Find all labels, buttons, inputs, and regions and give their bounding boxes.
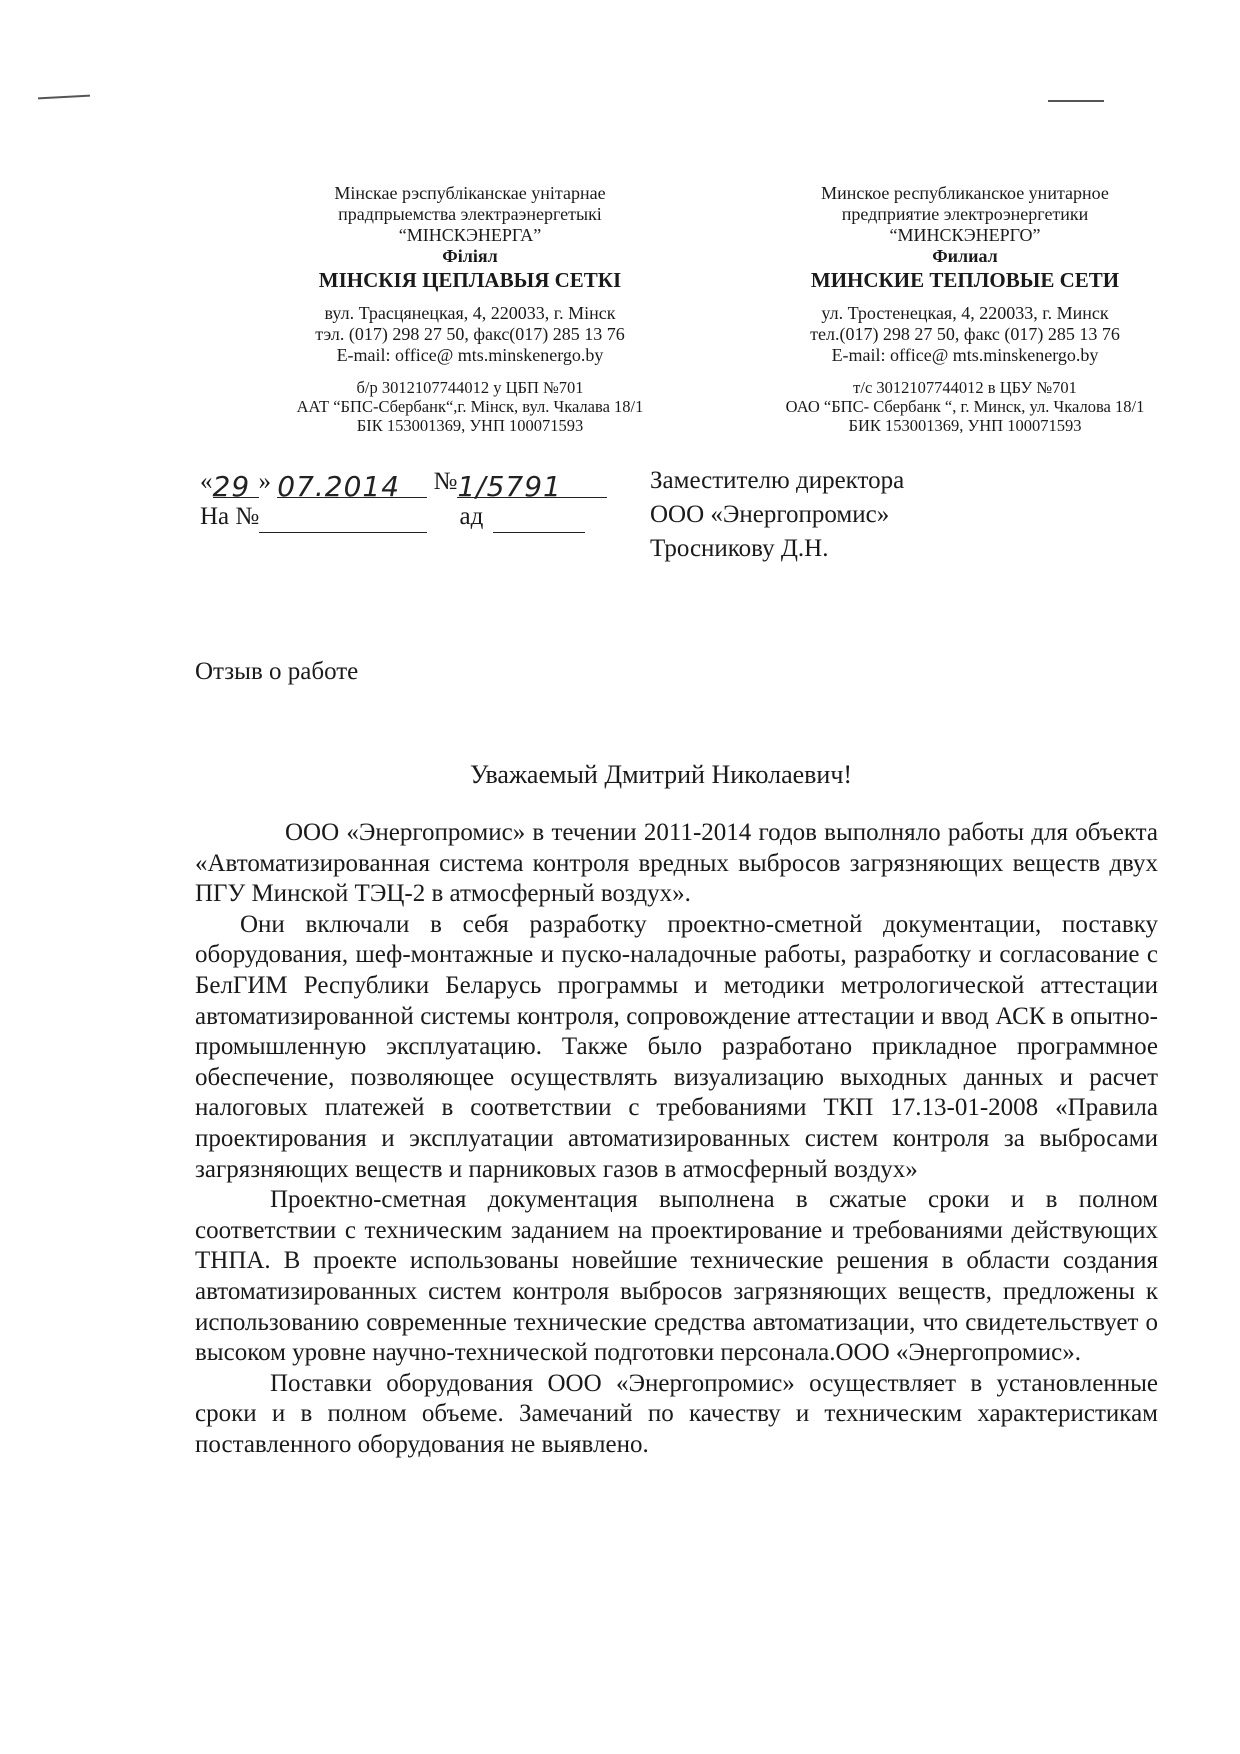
bank-account: т/с 3012107744012 в ЦБУ №701 <box>853 378 1077 397</box>
date-month-year: 07.2014 <box>277 470 401 503</box>
org-type-line-2: прадпрыемства электраэнергетыкі <box>338 204 602 224</box>
org-type-line-1: Минское республиканское унитарное <box>821 183 1109 203</box>
reference-line <box>200 501 585 533</box>
bank-name: ОАО “БПС- Сбербанк “, г. Минск, ул. Чкалова 18/1 <box>785 397 1145 416</box>
phone-fax: тел.(017) 298 27 50, факс (017) 285 13 76 <box>810 324 1120 344</box>
greeting: Уважаемый Дмитрий Николаевич! <box>470 760 853 789</box>
org-name: “МІНСКЭНЕРГА” <box>398 225 542 245</box>
registration-line <box>200 466 607 503</box>
date-month-year-field <box>277 470 427 503</box>
subject: Отзыв о работе <box>195 658 359 685</box>
letterhead-belarusian <box>230 183 710 435</box>
letter-body <box>195 818 1158 1460</box>
branch-name: МІНСКІЯ ЦЕПЛАВЫЯ СЕТКІ <box>318 268 622 292</box>
reference-date-blank <box>493 506 585 533</box>
paragraph-1: ООО «Энергопромис» в течении 2011-2014 годов выполняло работы для объекта «Автоматизированная система контроля вредных выбросов загрязняющих веществ двух ПГУ Минской ТЭЦ-2 в атмосферный воздух». <box>195 819 1158 908</box>
reference-label: На № <box>200 503 260 530</box>
reference-number-blank <box>259 506 427 533</box>
paragraph-2: Они включали в себя разработку проектно-сметной документации, поставку оборудования, шеф-монтажные и пуско-наладочные работы, разработку и согласование с БелГИМ Республики Беларусь программы и методики метрологической аттестации автоматизированной системы контроля, сопровождение аттестации и ввод АСК в опытно-промышленную эксплуатацию. Также было разработано прикладное программное обеспечение, позволяющее осуществлять визуализацию выходных данных и расчет налоговых платежей в соответствии с требованиями ТКП 17.13-01-2008 «Правила проектирования и эксплуатации автоматизированных систем контроля за выбросами загрязняющих веществ и парниковых газов в атмосферный воздух» <box>195 910 1158 1183</box>
date-close-quote: » <box>258 468 271 495</box>
email: E-mail: office@ mts.minskenergo.by <box>831 345 1099 365</box>
branch-label: Філіял <box>442 246 498 266</box>
bank-account: б/р 3012107744012 у ЦБП №701 <box>356 378 584 397</box>
org-type-line-1: Мінскае рэспубліканскае унітарнае <box>334 183 606 203</box>
scan-mark-top-right <box>1048 100 1104 102</box>
addressee-company: ООО «Энергопромис» <box>650 501 890 528</box>
bank-codes: БІК 153001369, УНП 100071593 <box>356 416 584 435</box>
address: ул. Тростенецкая, 4, 220033, г. Минск <box>821 303 1109 323</box>
org-name: “МИНСКЭНЕРГО” <box>889 225 1041 245</box>
reg-number-field <box>457 470 607 503</box>
letterhead-russian <box>730 183 1200 435</box>
addressee <box>650 464 904 566</box>
addressee-name: Тросникову Д.Н. <box>650 535 829 562</box>
bank-name: ААТ “БПС-Сбербанк“,г. Мінск, вул. Чкалава 18/1 <box>296 397 644 416</box>
number-label: № <box>433 468 458 495</box>
branch-label: Филиал <box>932 246 998 266</box>
date-open-quote: « <box>200 468 213 495</box>
paragraph-3: Проектно-сметная документация выполнена в сжатые сроки и в полном соответствии с техническим заданием на проектирование и требованиями действующих ТНПА. В проекте использованы новейшие технические решения в области создания автоматизированных систем контроля выбросов загрязняющих веществ, предложены к использованию современные технические средства автоматизации, что свидетельствует о высоком уровне научно-технической подготовки персонала.ООО «Энергопромис». <box>195 1186 1158 1367</box>
addressee-position: Заместителю директора <box>650 467 905 494</box>
branch-name: МИНСКИЕ ТЕПЛОВЫЕ СЕТИ <box>810 268 1120 292</box>
reference-from-label: ад <box>459 503 484 530</box>
reg-number: 1/5791 <box>457 470 562 503</box>
scan-mark-top-left <box>38 95 90 100</box>
phone-fax: тэл. (017) 298 27 50, факс(017) 285 13 76 <box>315 324 625 344</box>
org-type-line-2: предприятие электроэнергетики <box>841 204 1089 224</box>
address: вул. Трасцянецкая, 4, 220033, г. Мінск <box>324 303 616 323</box>
date-day: 29 <box>212 470 251 503</box>
paragraph-4: Поставки оборудования ООО «Энергопромис» осуществляет в установленные сроки и в полном объеме. Замечаний по качеству и техническим характеристикам поставленного оборудования не выявлено. <box>195 1369 1158 1458</box>
email: E-mail: office@ mts.minskenergo.by <box>336 345 604 365</box>
date-day-field <box>212 470 259 503</box>
bank-codes: БИК 153001369, УНП 100071593 <box>848 416 1082 435</box>
